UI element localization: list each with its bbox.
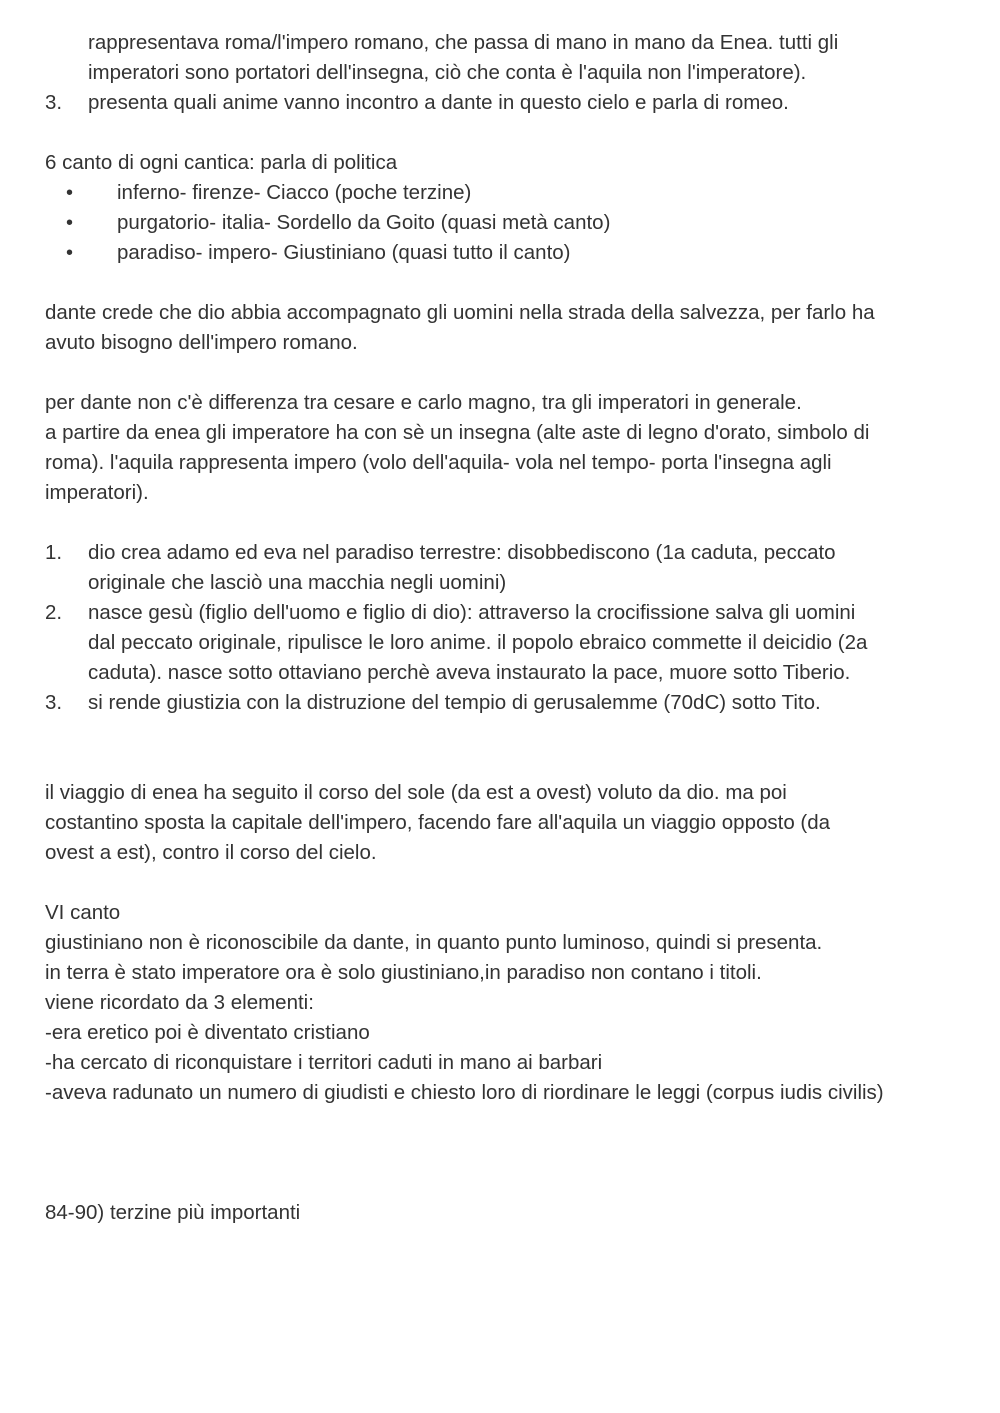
text-line: roma). l'aquila rappresenta impero (volo dell'aquila- vola nel tempo- porta l'insegna agli	[45, 451, 832, 474]
text-line: rappresentava roma/l'impero romano, che passa di mano in mano da Enea. tutti gli	[88, 31, 839, 54]
text-line: originale che lasciò una macchia negli uomini)	[88, 571, 507, 594]
text-line: viene ricordato da 3 elementi:	[45, 991, 314, 1014]
document-page	[45, 28, 985, 1228]
paragraph-viaggio-enea	[45, 778, 985, 868]
intro-item-3	[45, 88, 985, 118]
text-line: il viaggio di enea ha seguito il corso del sole (da est a ovest) voluto da dio. ma poi	[45, 781, 787, 804]
text-line: in terra è stato imperatore ora è solo giustiniano,in paradiso non contano i titoli.	[45, 961, 762, 984]
text-line: dio crea adamo ed eva nel paradiso terrestre: disobbediscono (1a caduta, peccato	[88, 541, 836, 564]
section-vi-canto	[45, 898, 985, 1108]
text-line: -aveva radunato un numero di giudisti e chiesto loro di riordinare le leggi (corpus iudis civilis)	[45, 1081, 884, 1104]
step-item-2	[45, 598, 985, 688]
list-number: 2.	[45, 601, 63, 624]
bullet-text: paradiso- impero- Giustiniano (quasi tutto il canto)	[117, 241, 571, 264]
bullet-text: inferno- firenze- Ciacco (poche terzine)	[117, 181, 472, 204]
bullet-item-paradiso	[45, 238, 985, 268]
bullet-item-inferno	[45, 178, 985, 208]
text-line: avuto bisogno dell'impero romano.	[45, 331, 358, 354]
paragraph-imperatori	[45, 388, 985, 508]
footer-note: 84-90) terzine più importanti	[45, 1201, 301, 1224]
text-line: giustiniano non è riconoscibile da dante, in quanto punto luminoso, quindi si presenta.	[45, 931, 823, 954]
text-line: imperatori sono portatori dell'insegna, ciò che conta è l'aquila non l'imperatore).	[88, 61, 807, 84]
step-item-3	[45, 688, 985, 718]
text-line: ovest a est), contro il corso del cielo.	[45, 841, 377, 864]
list-number: 3.	[45, 691, 63, 714]
bullet-marker: •	[66, 182, 74, 204]
intro-continued-item	[45, 28, 985, 88]
text-line: imperatori).	[45, 481, 149, 504]
bullet-marker: •	[66, 212, 74, 234]
bullet-item-purgatorio	[45, 208, 985, 238]
bullet-text: purgatorio- italia- Sordello da Goito (quasi metà canto)	[117, 211, 611, 234]
step-item-1	[45, 538, 985, 598]
text-line: dante crede che dio abbia accompagnato gli uomini nella strada della salvezza, per farlo ha	[45, 301, 875, 324]
text-line: per dante non c'è differenza tra cesare e carlo magno, tra gli imperatori in generale.	[45, 391, 802, 414]
list-number: 1.	[45, 541, 63, 564]
text-line: a partire da enea gli imperatore ha con sè un insegna (alte aste di legno d'orato, simbolo di	[45, 421, 870, 444]
vi-canto-heading: VI canto	[45, 901, 121, 924]
text-line: caduta). nasce sotto ottaviano perchè aveva instaurato la pace, muore sotto Tiberio.	[88, 661, 851, 684]
paragraph-salvezza	[45, 298, 985, 358]
list-number: 3.	[45, 91, 63, 114]
text-line: nasce gesù (figlio dell'uomo e figlio di dio): attraverso la crocifissione salva gli uomini	[88, 601, 856, 624]
text-line: -era eretico poi è diventato cristiano	[45, 1021, 370, 1044]
text-line: si rende giustizia con la distruzione del tempio di gerusalemme (70dC) sotto Tito.	[88, 691, 821, 714]
canto6-heading: 6 canto di ogni cantica: parla di politica	[45, 151, 398, 174]
text-line: -ha cercato di riconquistare i territori caduti in mano ai barbari	[45, 1051, 603, 1074]
text-line: costantino sposta la capitale dell'impero, facendo fare all'aquila un viaggio opposto (da	[45, 811, 831, 834]
text-line: presenta quali anime vanno incontro a dante in questo cielo e parla di romeo.	[88, 91, 789, 114]
text-line: dal peccato originale, ripulisce le loro anime. il popolo ebraico commette il deicidio (2a	[88, 631, 868, 654]
bullet-marker: •	[66, 242, 74, 264]
